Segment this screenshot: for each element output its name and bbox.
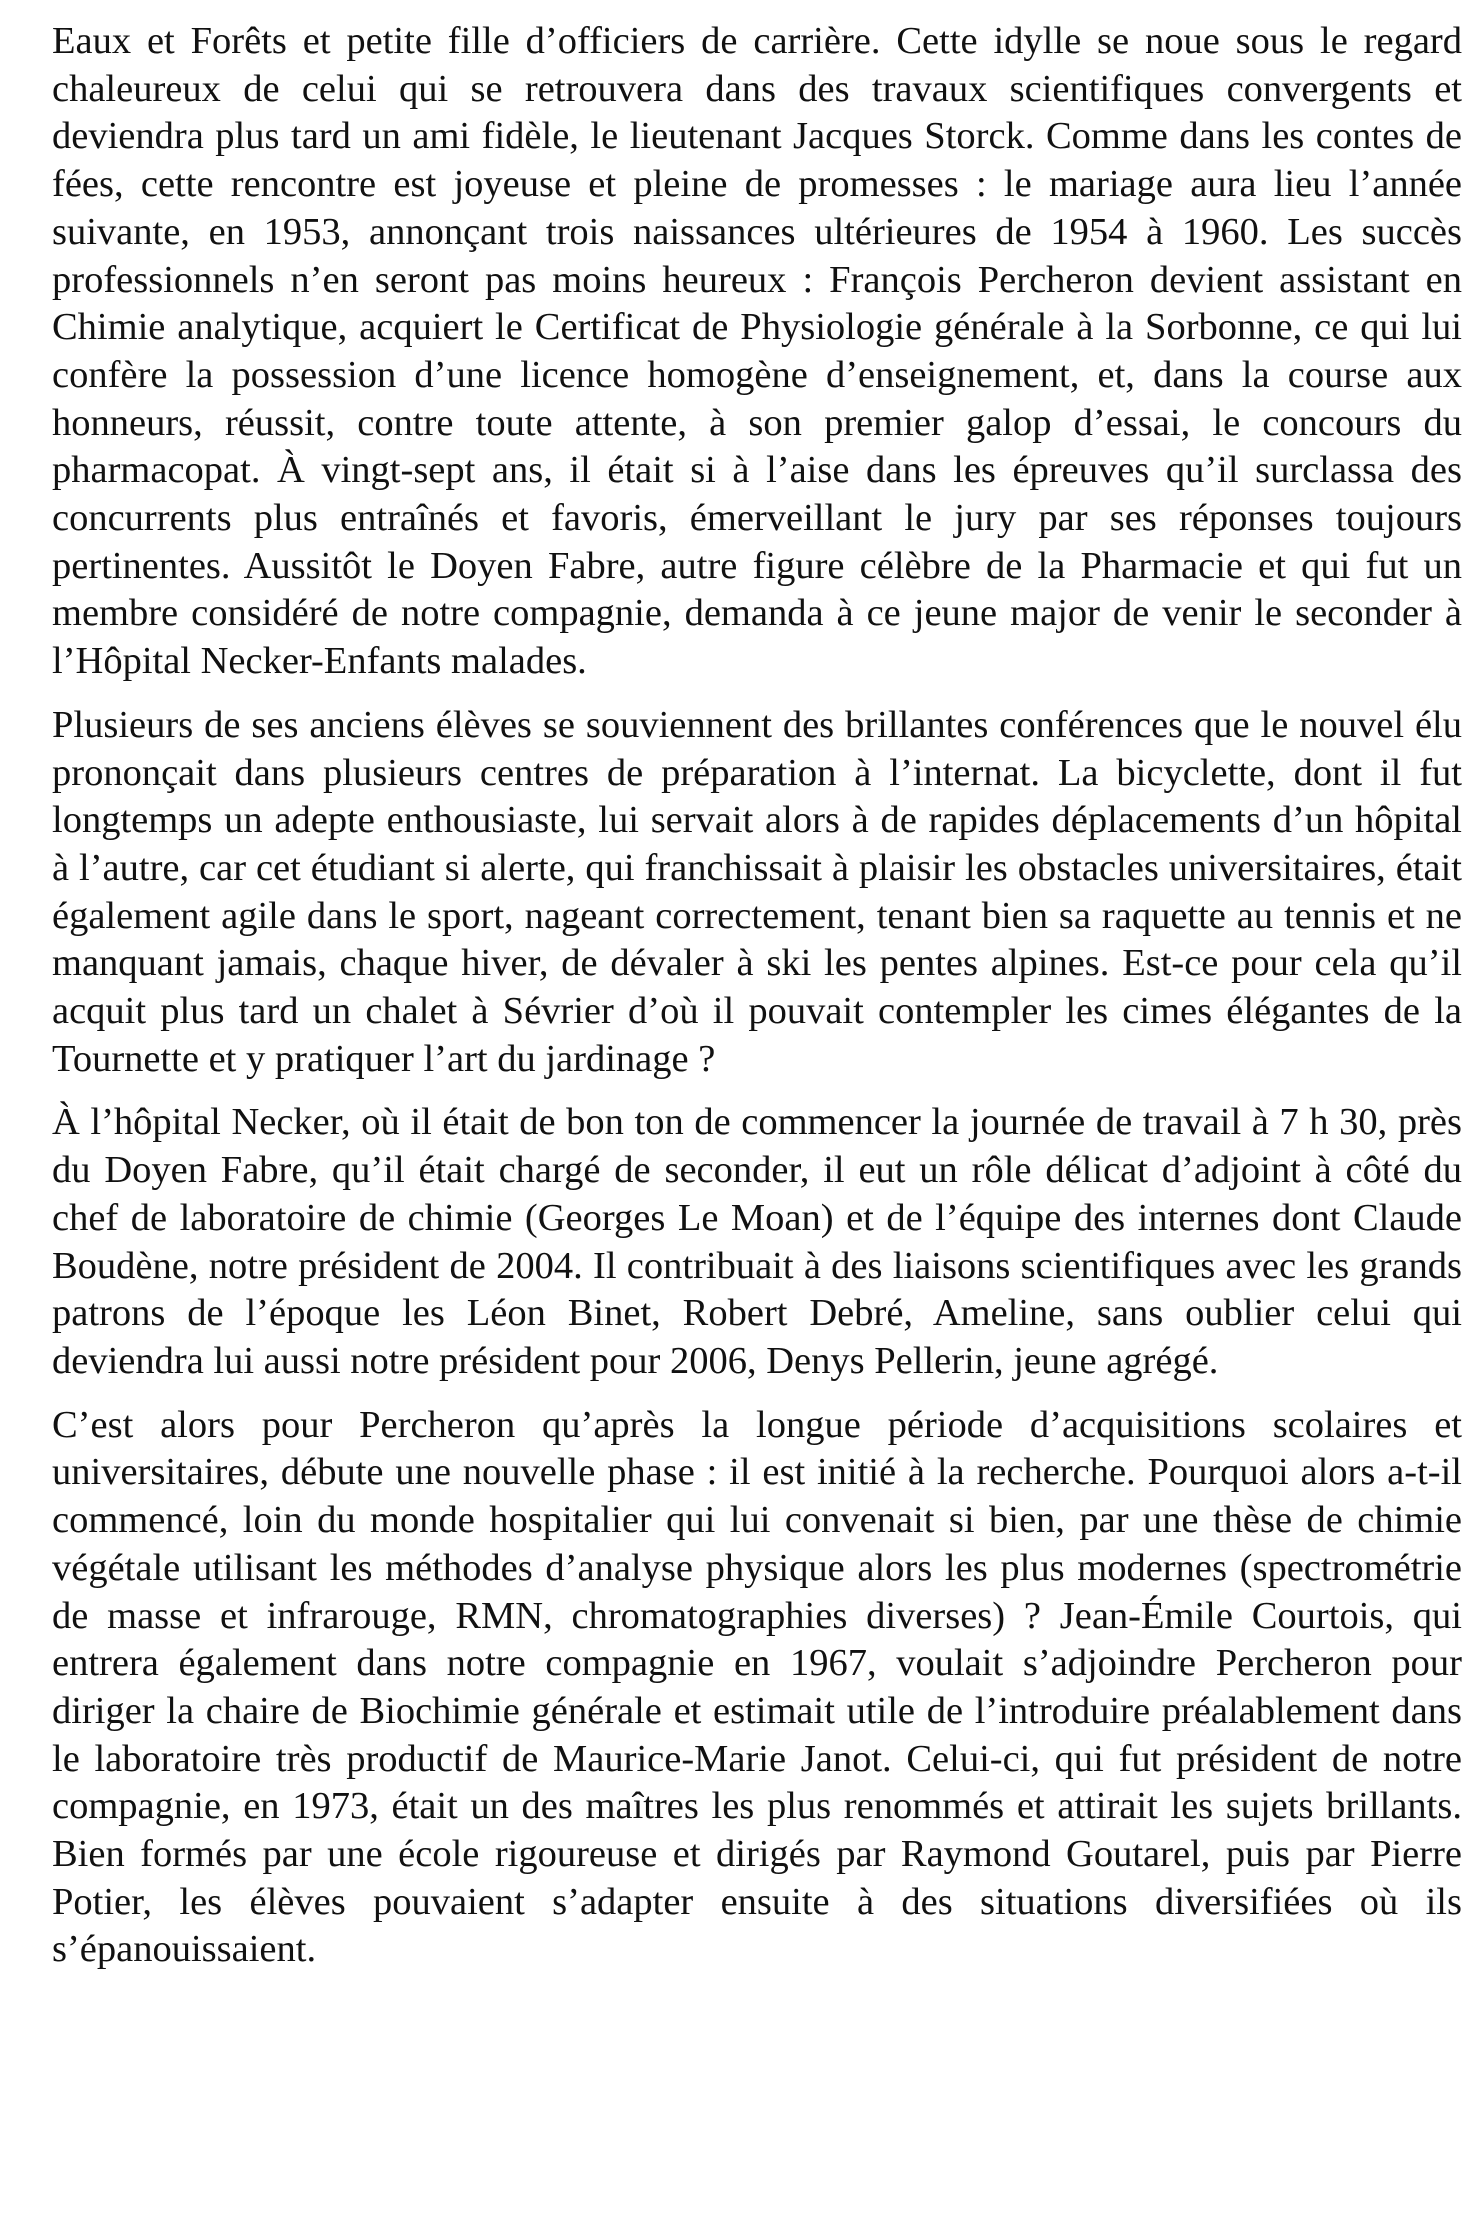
paragraph-percheron-career: Eaux et Forêts et petite fille d’officiers de carrière. Cette idylle se noue sous le regard chaleureux de celui qui se retrouvera dans des travaux scientifiques convergents et deviendra plus tard un ami fidèle, le lieutenant Jacques Storck. Comme dans les contes de fées, cette rencontre est joyeuse et pleine de promesses : le mariage aura lieu l’année suivante, en 1953, annonçant trois naissances ultérieures de 1954 à 1960. Les succès professionnels n’en seront pas moins heureux : François Percheron devient assistant en Chimie analytique, acquiert le Certificat de Physiologie générale à la Sorbonne, ce qui lui confère la possession d’une licence homogène d’enseignement, et, dans la course aux honneurs, réussit, contre toute attente, à son premier galop d’essai, le concours du pharmacopat. À vingt-sept ans, il était si à l’aise dans les épreuves qu’il surclassa des concurrents plus entraînés et favoris, émerveillant le jury par ses réponses toujours pertinentes. Aussitôt le Doyen Fabre, autre figure célèbre de la Pharmacie et qui fut un membre considéré de notre compagnie, demanda à ce jeune major de venir le seconder à l’Hôpital Necker-Enfants malades. [52,20,1462,683]
paragraph-research-phase: C’est alors pour Percheron qu’après la longue période d’acquisitions scolaires et universitaires, débute une nouvelle phase : il est initié à la recherche. Pourquoi alors a-t-il commencé, loin du monde hospitalier qui lui convenait si bien, par une thèse de chimie végétale utilisant les méthodes d’analyse physique alors les plus modernes (spectrométrie de masse et infrarouge, RMN, chromatographies diverses) ? Jean-Émile Courtois, qui entrera également dans notre compagnie en 1967, voulait s’adjoindre Percheron pour diriger la chaire de Biochimie générale et estimait utile de l’introduire préalablement dans le laboratoire très productif de Maurice-Marie Janot. Celui-ci, qui fut président de notre compagnie, en 1973, était un des maîtres les plus renommés et attirait les sujets brillants. Bien formés par une école rigoureuse et dirigés par Raymond Goutarel, puis par Pierre Potier, les élèves pouvaient s’adapter ensuite à des situations diversifiées où ils s’épanouissaient. [52,1403,1462,1971]
document-page [52,18,1462,1974]
paragraph-hopital-necker: À l’hôpital Necker, où il était de bon ton de commencer la journée de travail à 7 h 30, près du Doyen Fabre, qu’il était chargé de seconder, il eut un rôle délicat d’adjoint à côté du chef de laboratoire de chimie (Georges Le Moan) et de l’équipe des internes dont Claude Boudène, notre président de 2004. Il contribuait à des liaisons scientifiques avec les grands patrons de l’époque les Léon Binet, Robert Debré, Ameline, sans oublier celui qui deviendra lui aussi notre président pour 2006, Denys Pellerin, jeune agrégé. [52,1101,1462,1382]
paragraph-conferences-and-sport: Plusieurs de ses anciens élèves se souviennent des brillantes conférences que le nouvel élu prononçait dans plusieurs centres de préparation à l’internat. La bicyclette, dont il fut longtemps un adepte enthousiaste, lui servait alors à de rapides déplacements d’un hôpital à l’autre, car cet étudiant si alerte, qui franchissait à plaisir les obstacles universitaires, était également agile dans le sport, nageant correctement, tenant bien sa raquette au tennis et ne manquant jamais, chaque hiver, de dévaler à ski les pentes alpines. Est-ce pour cela qu’il acquit plus tard un chalet à Sévrier d’où il pouvait contempler les cimes élégantes de la Tournette et y pratiquer l’art du jardinage ? [52,703,1462,1080]
